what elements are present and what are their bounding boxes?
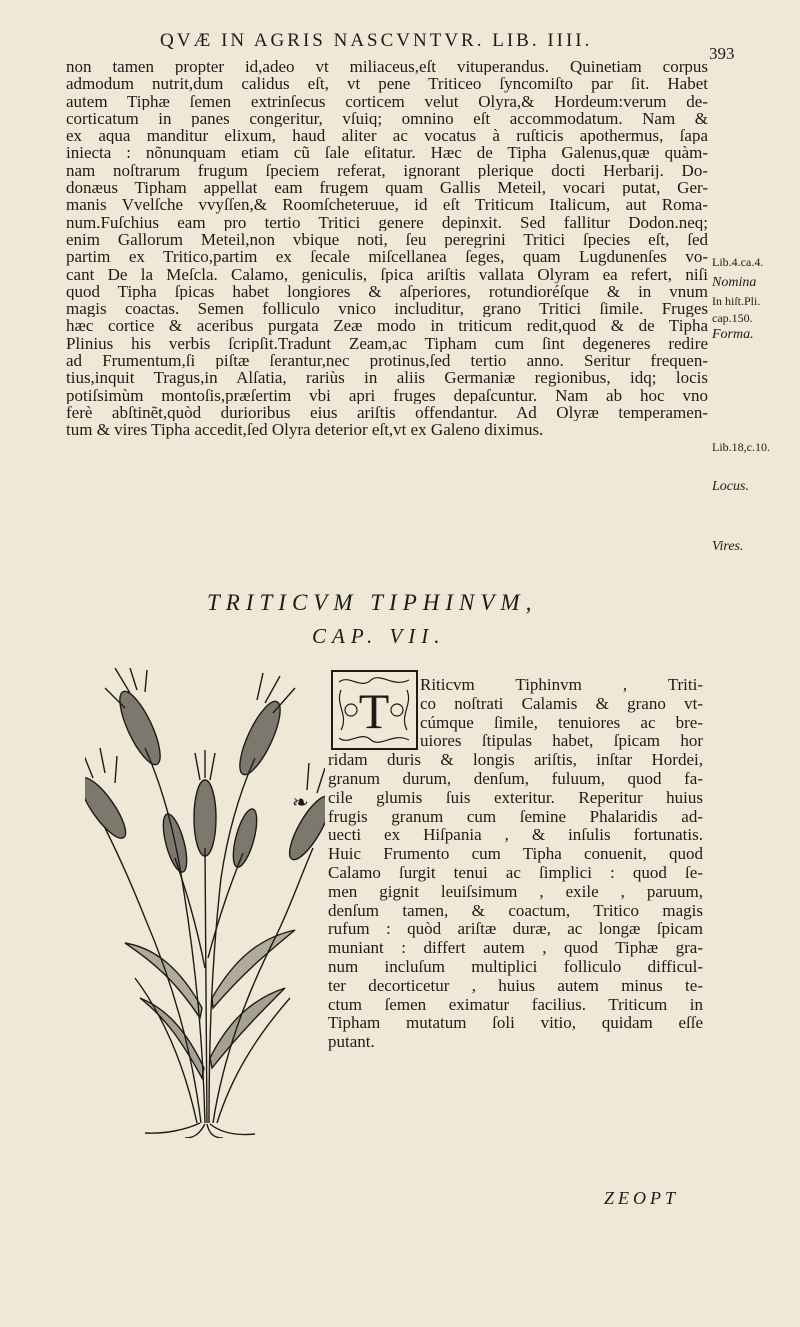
text-line: Calamo ſurgit tenui ac ſimplici : quod ſe- [328,862,703,882]
text-line: ridam duris & longis ariſtis, inſtar Hordei, [328,750,703,770]
text-line: nam noſtrarum frugum ſpeciem referat, ignorant plerique docti Herbarij. Do- [66,161,708,180]
text-line: denſum tamen, & coactum, Tritico magis [328,900,703,920]
text-line: manis Vvelſche vvyſſen,& Roomſcheteruue, id eſt Triticum Italicum, aut Roma- [66,196,708,214]
margin-note: Vires. [712,539,744,554]
text-line: cant De la Meſcla. Calamo, geniculis, ſpica ariſtis vallata Olyram ea refert, niſi [66,265,708,283]
margin-note: cap.150. [712,311,753,325]
margin-note: Lib.4.ca.4. [712,255,764,269]
text-line: cúmque ſimile, tenuiores ac bre- [420,712,703,732]
text-line: partim ex Tritico,partim ex ſecale miſcellanea ſeges, quam Lugdunenſes vo- [66,248,708,266]
text-line: tum & vires Tipha accedit,ſed Olyra deterior eſt,vt ex Galeno diximus. [66,421,544,439]
text-line: magis coactas. Semen folliculo vnico includitur, grano Tritici ſimile. Fruges [66,300,708,318]
chapter-title: TRITICVM TIPHINVM, [207,590,538,615]
margin-note: In hiſt.Pli. [712,294,761,308]
initial-letter: T [358,683,390,739]
text-line: quod Tipha ſpicas habet longiores & aſperiores, rotundioréſque & in vnum [66,282,708,301]
text-line: frugis granum cum ſemine Phalaridis ad- [328,806,703,826]
margin-note: Nomina [712,275,757,290]
text-line: uecti ex Hiſpania , & inſulis fortunatis. [328,825,703,845]
text-line: admodum nutrit,dum calidus eſt, vt pene Triticeo ſyncomiſto par ſit. Habet [66,75,708,93]
text-line: hæc cortice & aceribus purgata Zeæ modo in triticum redit,quod & de Tipha [66,317,708,335]
text-line: iniecta : nõnunquam etiam cũ ſale eſitatur. Hæc de Tipha Galenus,quæ quàm- [66,144,708,162]
catchword: ZEOPT [604,1188,680,1208]
text-line: co noſtrati Calamis & grano vt- [420,693,703,713]
chapter-number: CAP. VII. [312,624,446,648]
text-line: granum durum, denſum, fuluum, quod fa- [328,768,703,788]
text-line: putant. [328,1032,375,1052]
text-line: ferè abſtinẽt,quòd durioribus eius ariſtis offendantur. Ad Olyræ temperamen- [66,403,708,422]
text-line: ter decorticetur , huius autem minus te- [328,975,703,995]
running-head: QVÆ IN AGRIS NASCVNTVR. LIB. IIII. [160,30,593,51]
text-line: cile glumis ſuis exteritur. Reperitur huius [328,787,703,807]
text-line: Riticvm Tiphinvm , Triti- [420,675,703,694]
text-line: muniant : differt autem , quod Tiphæ gra- [328,938,703,958]
text-line: Huic Frumento cum Tipha conuenit, quod [328,844,703,864]
text-line: tius,inquit Tragus,in Alſatia, rariùs in aliis Germaniæ regionibus, idq; locis [66,369,708,387]
margin-note: Forma. [712,327,754,342]
text-line: autem Tiphæ ſemen extrinſecus corticem velut Olyra,& Hordeum:verum de- [66,92,708,110]
chapter-body-text [328,676,703,1052]
text-line: ad Frumentum,ſi piſtæ ſerantur,nec protinus,ſed tertio anno. Seritur frequen- [66,352,708,370]
text-line: ctum ſemen eximatur facilius. Triticum in [328,994,703,1014]
text-line: potiſsimùm montoſis,præſertim vbi apri fruges depaſcuntur. Nam ab hoc vno [66,386,708,404]
text-line: rufum : quòd ariſtæ duræ, ac longæ ſpicam [328,919,703,939]
margin-note: Locus. [712,479,749,494]
text-line: Tipham mutatum ſoli vitio, quidam eſſe [328,1013,703,1033]
margin-note: Lib.18,c.10. [712,440,770,454]
text-line: non tamen propter id,adeo vt miliaceus,eſt vituperandus. Quinetiam corpus [66,58,708,76]
fleuron-ornament: ❧ [292,792,309,814]
text-line: uiores ſtipulas habet, ſpicam hor [420,731,703,751]
text-line: donæus Tipham appellat eam frugem quam Gallis Meteil, vocari putat, Ger- [66,179,708,197]
text-line: men gignit leuiſsimum , exile , paruum, [328,881,703,901]
text-line: num incluſum multiplici folliculo difficul- [328,956,703,976]
text-line: enim Gallorum Meteil,non vbique noti, ſeu peregrini Tritici ſpecies eſt, ſed [66,230,708,249]
main-text-block [66,58,708,439]
text-line: num.Fuſchius eam pro tertio Tritici genere depinxit. Sed fallitur Dodon.neq; [66,213,708,231]
text-line: ex aqua manditur elixum, haud aliter ac vocatus à ruſticis apothermus, ſapa [66,127,708,145]
text-line: corticatum in panes congeritur, vſuiq; omnino eſt accommodatum. Nam & [66,109,708,128]
wheat-woodcut-illustration [85,668,325,1138]
text-line: Plinius his verbis ſcripſit.Tradunt Zeam,ac Tipham cum ſint degeneres redire [66,334,708,353]
page-number: 393 [709,44,735,63]
